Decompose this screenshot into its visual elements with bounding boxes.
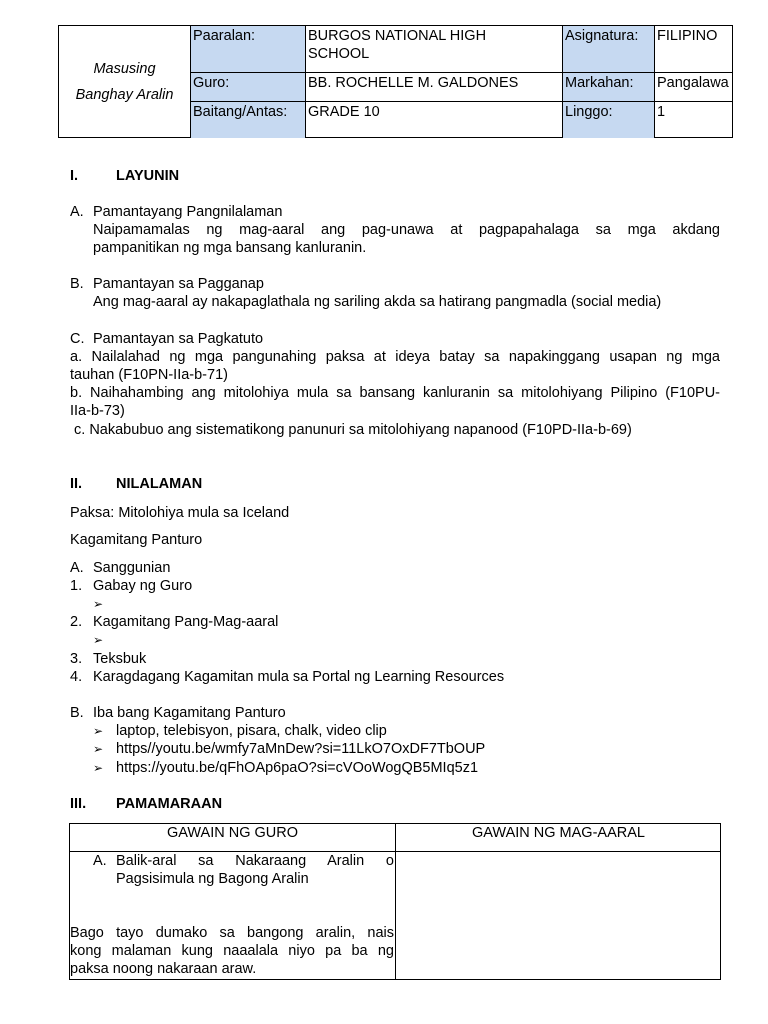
layunin-c-a-line1: a. Nailalahad ng mga pangunahing paksa at ideya batay sa napakinggang usapan ng mga — [70, 349, 720, 365]
school-value-line2: SCHOOL — [308, 46, 370, 62]
school-label: Paaralan: — [193, 28, 256, 44]
section-i-numeral: I. — [70, 168, 79, 184]
school-value-line1: BURGOS NATIONAL HIGH — [308, 28, 487, 44]
item-1-num: 1. — [70, 578, 83, 594]
school-value-cell — [305, 25, 562, 72]
teacher-label: Guro: — [193, 75, 230, 91]
layunin-a-label: A. — [70, 204, 84, 220]
iba-item-1: laptop, telebisyon, pisara, chalk, video clip — [116, 723, 387, 739]
title-line-2: Banghay Aralin — [75, 86, 174, 103]
arrow-bullet-icon: ➢ — [93, 597, 104, 611]
subject-label: Asignatura: — [565, 28, 639, 44]
grade-value: GRADE 10 — [308, 104, 380, 120]
subject-value: FILIPINO — [657, 28, 718, 44]
header-table — [58, 25, 733, 138]
layunin-c-b-line1: b. Naihahambing ang mitolohiya mula sa bansang kanluranin sa mitolohiyang Pilipino (F10PU- — [70, 385, 720, 401]
section-ii-numeral: II. — [70, 476, 83, 492]
arrow-bullet-icon: ➢ — [93, 633, 104, 647]
item-3-num: 3. — [70, 651, 83, 667]
school-label-cell — [190, 25, 305, 72]
section-i-title: LAYUNIN — [116, 168, 180, 184]
step-a-line2: Pagsisimula ng Bagong Aralin — [116, 871, 309, 887]
layunin-c-a-line2: tauhan (F10PN-IIa-b-71) — [70, 367, 228, 383]
bago-line1: Bago tayo dumako sa bangong aralin, nais — [70, 925, 394, 941]
item-2-num: 2. — [70, 614, 83, 630]
layunin-a-text-line2: pampanitikan ng mga bansang kanluranin. — [93, 240, 367, 256]
arrow-bullet-icon: ➢ — [93, 761, 104, 775]
bago-line2: kong malaman kung naaalala niyo pa ba ng — [70, 943, 394, 959]
kagamitan-heading: Kagamitang Panturo — [70, 532, 203, 548]
grade-label-cell — [190, 101, 305, 138]
item-4-text: Karagdagang Kagamitan mula sa Portal ng Learning Resources — [93, 669, 505, 685]
arrow-bullet-icon: ➢ — [93, 724, 104, 738]
iba-label: B. — [70, 705, 84, 721]
layunin-c-title: Pamantayan sa Pagkatuto — [93, 331, 264, 347]
col-header-magaaral: GAWAIN NG MAG-AARAL — [472, 825, 645, 841]
layunin-b-text: Ang mag-aaral ay nakapaglathala ng sariling akda sa hatirang pangmadla (social media) — [93, 294, 662, 310]
title-line-1: Masusing — [93, 60, 156, 77]
pamamaraan-table — [69, 823, 721, 980]
item-2-text: Kagamitang Pang-Mag-aaral — [93, 614, 279, 630]
col-header-guro: GAWAIN NG GURO — [166, 825, 299, 841]
week-label: Linggo: — [565, 104, 613, 120]
section-ii-title: NILALAMAN — [116, 476, 203, 492]
week-label-cell — [562, 101, 654, 138]
paksa-text: Paksa: Mitolohiya mula sa Iceland — [70, 505, 290, 521]
quarter-value-cell — [654, 72, 733, 101]
layunin-c-label: C. — [70, 331, 85, 347]
sanggunian-title: Sanggunian — [93, 560, 171, 576]
subject-label-cell — [562, 25, 654, 72]
layunin-c-c: c. Nakabubuo ang sistematikong panunuri sa mitolohiyang napanood (F10PD-IIa-b-69) — [70, 422, 632, 438]
grade-value-cell — [305, 101, 562, 138]
layunin-a-title: Pamantayang Pangnilalaman — [93, 204, 283, 220]
iba-title: Iba bang Kagamitang Panturo — [93, 705, 286, 721]
quarter-value: Pangalawa — [657, 75, 729, 91]
subject-value-cell — [654, 25, 733, 72]
week-value-cell — [654, 101, 733, 138]
iba-item-3-link[interactable]: https://youtu.be/qFhOAp6paO?si=cVOoWogQB5MIq5z1 — [116, 760, 479, 776]
teacher-value: BB. ROCHELLE M. GALDONES — [308, 75, 519, 91]
section-iii-title: PAMAMARAAN — [116, 796, 223, 812]
week-value: 1 — [657, 104, 666, 120]
layunin-b-title: Pamantayan sa Pagganap — [93, 276, 264, 292]
bago-line3: paksa noong nakaraan araw. — [70, 961, 257, 977]
item-4-num: 4. — [70, 669, 83, 685]
grade-label: Baitang/Antas: — [193, 104, 288, 120]
item-3-text: Teksbuk — [93, 651, 147, 667]
quarter-label-cell — [562, 72, 654, 101]
teacher-label-cell — [190, 72, 305, 101]
lesson-plan-title — [59, 26, 190, 137]
step-a-label: A. — [93, 853, 107, 869]
layunin-c-b-line2: IIa-b-73) — [70, 403, 125, 419]
quarter-label: Markahan: — [565, 75, 634, 91]
layunin-b-label: B. — [70, 276, 84, 292]
layunin-a-text-line1: Naipamamalas ng mag-aaral ang pag-unawa at pagpapahalaga sa mga akdang — [93, 222, 720, 238]
iba-item-2-link[interactable]: https//youtu.be/wmfy7aMnDew?si=11LkO7OxDF7TbOUP — [116, 741, 486, 757]
teacher-value-cell — [305, 72, 562, 101]
sanggunian-label: A. — [70, 560, 84, 576]
step-a-line1: Balik-aral sa Nakaraang Aralin o — [116, 853, 394, 869]
item-1-text: Gabay ng Guro — [93, 578, 193, 594]
section-iii-numeral: III. — [70, 796, 87, 812]
arrow-bullet-icon: ➢ — [93, 742, 104, 756]
